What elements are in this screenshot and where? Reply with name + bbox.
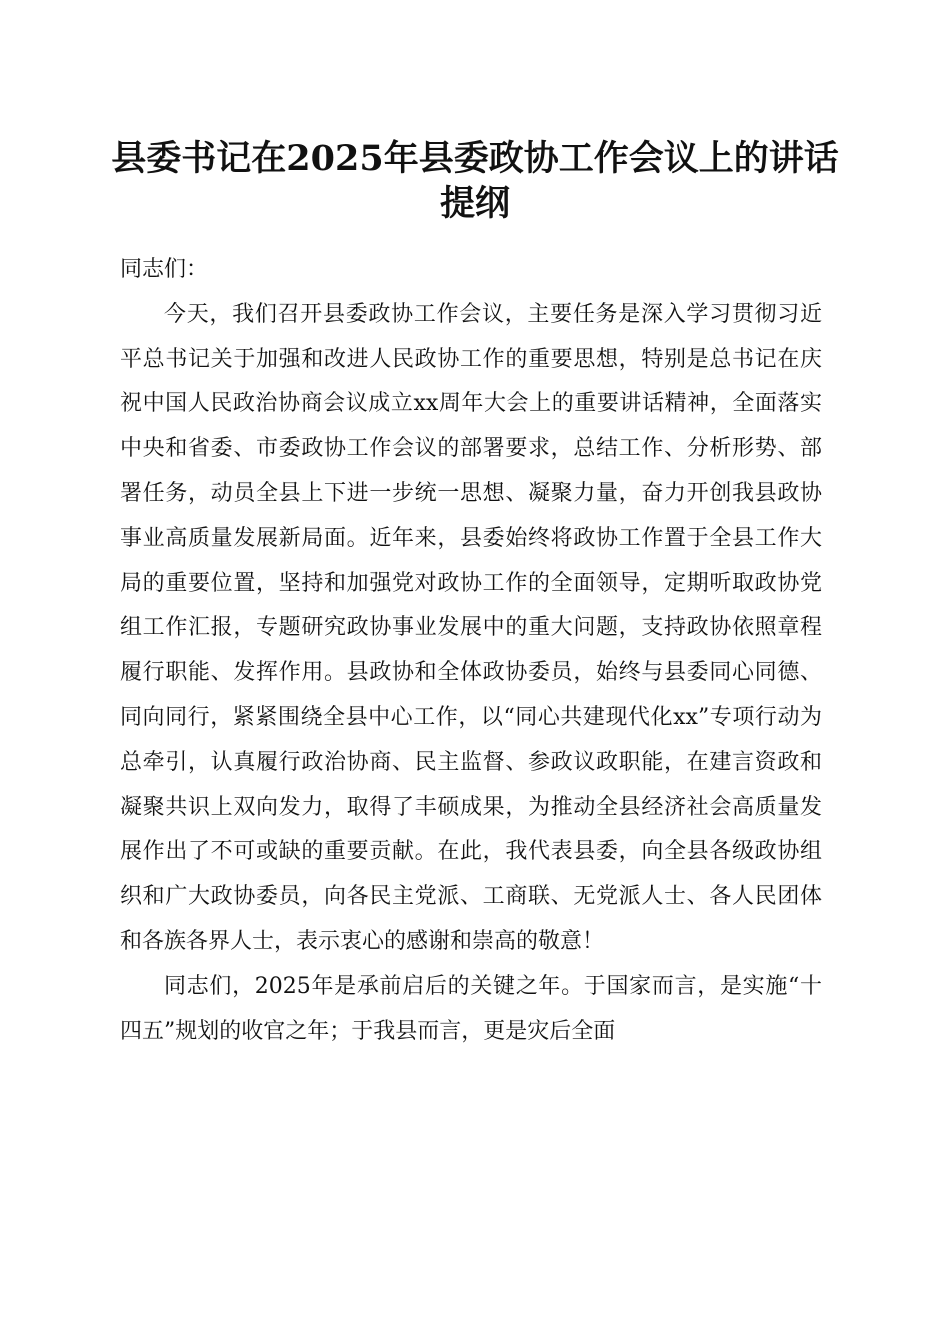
document-title: 县委书记在2025年县委政协工作会议上的讲话提纲 [111,138,839,224]
greeting-line: 同志们： [120,257,209,282]
body-paragraph-1: 今天，我们召开县委政协工作会议，主要任务是深入学习贯彻习近平总书记关于加强和改进人民政协工作的重要思想，特别是总书记在庆祝中国人民政治协商会议成立xx周年大会上的重要讲话精神，全面落实中央和省委、市委政协工作会议的部署要求，总结工作、分析形势、部署任务，动员全县上下进一步统一思想、凝聚力量，奋力开创我县政协事业高质量发展新局面。近年来，县委始终将政协工作置于全县工作大局的重要位置，坚持和加强党对政协工作的全面领导，定期听取政协党组工作汇报，专题研究政协事业发展中的重大问题，支持政协依照章程履行职能、发挥作用。县政协和全体政协委员，始终与县委同心同德、同向同行，紧紧围绕全县中心工作，以“同心共建现代化xx”专项行动为总牵引，认真履行政治协商、民主监督、参政议政职能，在建言资政和凝聚共识上双向发力，取得了丰硕成果，为推动全县经济社会高质量发展作出了不可或缺的重要贡献。在此，我代表县委，向全县各级政协组织和广大政协委员，向各民主党派、工商联、无党派人士、各人民团体和各族各界人士，表示衷心的感谢和崇高的敬意！ [120,301,822,954]
document-body [120,248,822,1054]
body-paragraph-2: 同志们，2025年是承前启后的关键之年。于国家而言，是实施“十四五”规划的收官之年；于我县而言，更是灾后全面 [120,973,822,1044]
